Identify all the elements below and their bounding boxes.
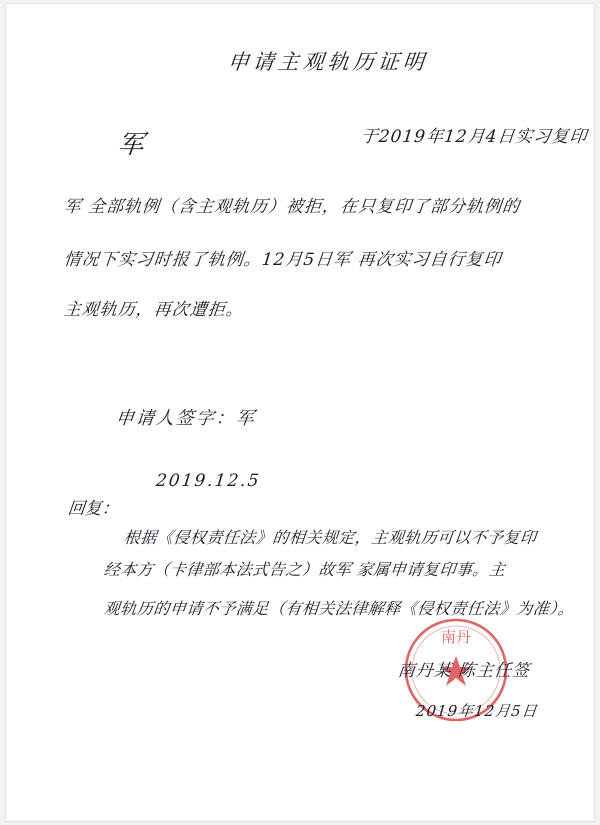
body-line-1: 军 全部轨例（含主观轨历）被拒，在只复印了部分轨例的 [62,197,522,217]
reply-line-3: 观轨历的申请不予满足（有相关法律解释《侵权责任法》为准）。 [102,599,576,618]
applicant-date: 2019.12.5 [154,471,262,491]
seal-text: 南丹 [440,628,472,646]
body-line-2: 情况下实习时报了轨例。12月5日军 再次实习自行复印 [62,250,503,270]
reply-label: 回复： [66,499,120,519]
reply-date: 2019年12月5日 [415,702,539,720]
reply-line-1: 根据《侵权责任法》的相关规定，主观轨历可以不予复印 [122,528,538,547]
body-line-3: 主观轨历，再次遭拒。 [62,300,245,320]
signers: 南丹某 陈主任签 [396,661,532,681]
document-title: 申请主观轨历证明 [226,50,430,74]
document-sheet [6,4,594,821]
applicant-signature: 申请人签字：军 [114,408,257,429]
reply-line-2: 经本方（卡律部本法式告之）故军 家属申请复印事。主 [102,560,507,579]
date-line: 于2019年12月4日实习复印 [359,127,589,147]
salutation: 军 [116,130,146,160]
